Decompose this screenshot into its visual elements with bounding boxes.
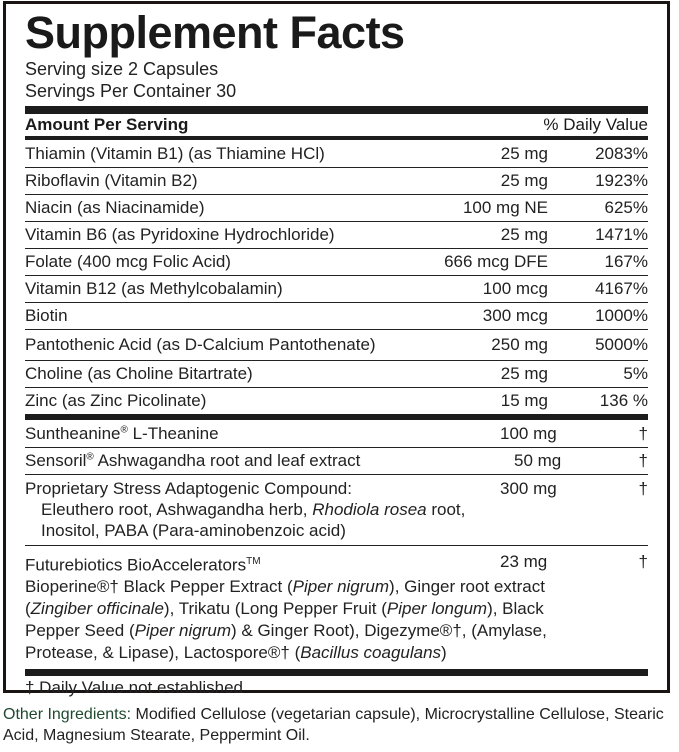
table-row: Pantothenic Acid (as D-Calcium Pantothenate) 250 mg 5000% [25,329,648,360]
bioaccelerators-desc: Bioperine®† Black Pepper Extract (Piper nigrum), Ginger root extract [25,576,545,596]
dagger-icon: † [638,451,648,470]
table-header [25,114,648,136]
supplement-facts-panel [3,1,670,697]
table-row: Futurebiotics BioAccelerators™ 23 mg † Bioperine®† Black Pepper Extract (Piper nigrum), Ginger root extract (Zingiber officinale), Trikatu (Long Pepper Fruit (Piper longum), Black Pepper Seed (Piper nigrum) & Ginger Root), Digezyme®†, (Amylase, Protease, & Lipase), Lactospore®† (Bacillus coagulans) [25,545,648,669]
other-ingredients-text: Modified Cellulose (vegetarian capsule), Microcrystalline Cellulose, Stearic Acid, Magnesium Stearate, Peppermint Oil. [3,706,664,744]
table-row: Proprietary Stress Adaptogenic Compound: 300 mg † Eleuthero root, Ashwagandha herb, Rhodiola rosea root, Inositol, PABA (Para-aminobenzoic acid) [25,474,648,545]
dagger-icon: † [638,479,648,498]
table-row: Suntheanine® L-Theanine 100 mg † [25,423,648,443]
table-row: Biotin 300 mcg 1000% [25,302,648,329]
divider-thick [25,106,648,114]
table-row: Choline (as Choline Bitartrate) 25 mg 5% [25,360,648,387]
other-ingredients [3,704,673,746]
other-ingredients-label: Other Ingredients: [3,706,132,723]
table-row: Riboflavin (Vitamin B2) 25 mg 1923% [25,167,648,194]
servings-per-container: Servings Per Container 30 [25,81,237,101]
serving-size: Serving size 2 Capsules [25,59,219,79]
table-row: Vitamin B12 (as Methylcobalamin) 100 mcg 4167% [25,275,648,302]
other-ingredients-table [25,420,648,669]
dagger-icon: † [638,423,648,443]
vitamin-table [25,140,648,414]
table-row: Sensoril® Ashwagandha root and leaf extract 50 mg † [25,447,648,474]
divider-medium [25,669,648,676]
table-row: Zinc (as Zinc Picolinate) 15 mg 136 % [25,387,648,414]
panel-title: Supplement Facts [25,7,405,58]
table-row: Vitamin B6 (as Pyridoxine Hydrochloride) 25 mg 1471% [25,221,648,248]
footnote: † Daily Value not established [25,677,243,697]
dagger-icon: † [638,552,648,571]
amount-per-serving-label: Amount Per Serving [25,115,189,134]
table-row: Niacin (as Niacinamide) 100 mg NE 625% [25,194,648,221]
daily-value-label: % Daily Value [543,115,648,134]
compound-ingredients: Eleuthero root, Ashwagandha herb, Rhodiola rosea root, [41,500,466,519]
table-row: Thiamin (Vitamin B1) (as Thiamine HCl) 25 mg 2083% [25,143,648,163]
table-row: Folate (400 mcg Folic Acid) 666 mcg DFE 167% [25,248,648,275]
